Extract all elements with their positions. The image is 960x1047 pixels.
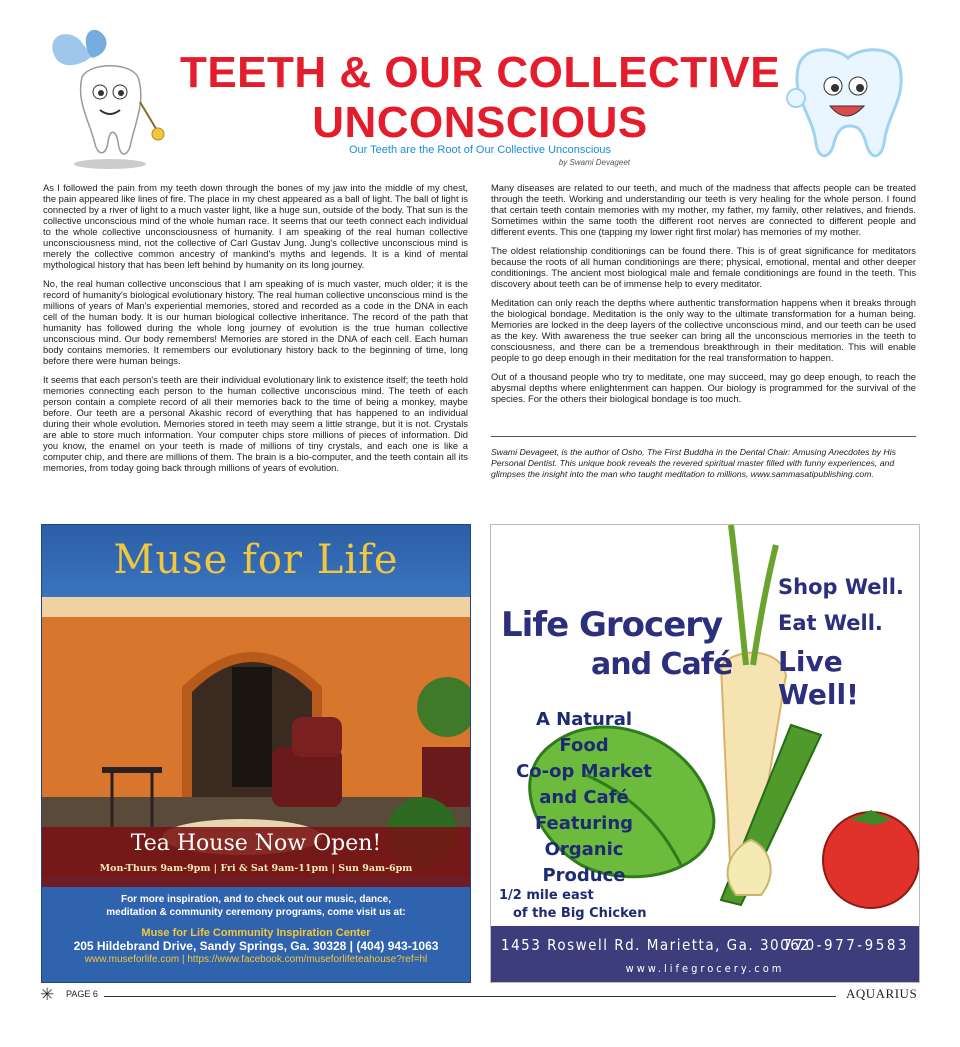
grocery-address: 1453 Roswell Rd. Marietta, Ga. 30062 xyxy=(501,936,811,954)
article-byline: by Swami Devageet xyxy=(558,158,630,167)
grocery-location xyxy=(499,887,646,923)
paragraph: It seems that each person's teeth are their individual evolutionary link to existence itself; the teeth hold memories connecting each person to the human collective unconscious mind. The teeth of each person contain a complete record of all their memories back to the time of being a monkey, maybe before. Our teeth are a personal Akashic record of everything that has happened to an individual during their whole evolution. Memories stored in teeth may seem a little strange, but it is not. Crystals are able to store much information. Your computer chips store millions of pieces of information. Did you know, the enamel on your teeth is made of millions of tiny crystals, and each one is like a computer chip, and there are millions of them. The brain is a bio-computer, and the teeth contain all its memories, from today going back through millions of years of evolution. xyxy=(43,374,468,473)
article-column-left xyxy=(43,182,468,481)
title-line-2: UNCONSCIOUS xyxy=(312,98,648,147)
desc-line: Organic xyxy=(544,839,624,860)
footer-divider xyxy=(64,996,836,997)
page-footer xyxy=(0,986,960,1010)
ad-info xyxy=(42,893,470,966)
paragraph: Meditation can only reach the depths where authentic transformation happens when it breaks through the biological bondage. Meditation is the only way to the ultimate transformation for a human being. Memories are locked in the deep layers of the collective unconscious mind, and our teeth can be used as the key. With awareness the true seeker can bring all the unconscious memories in the teeth to consciousness, and there can be a tremendous breakthrough in their meditation. This will enable people to go deep enough in their meditation for the real transformation to happen. xyxy=(491,297,916,363)
article-subtitle: Our Teeth are the Root of Our Collective Unconscious xyxy=(348,144,612,156)
ad-header xyxy=(42,525,470,597)
center-name: Muse for Life Community Inspiration Center xyxy=(141,927,371,939)
life-grocery-ad[interactable] xyxy=(490,524,920,983)
desc-line: and Café xyxy=(539,787,629,808)
publication-name: AQUARIUS xyxy=(840,986,917,1002)
grocery-name-line-1: Life Grocery xyxy=(501,605,723,645)
desc-line: Co-op Market xyxy=(516,761,652,782)
location-line: 1/2 mile east xyxy=(499,888,594,903)
paragraph: No, the real human collective unconscious that I am speaking of is much vaster, much older; it is the record of humanity's biological evolutionary history. The real human collective unconscious mind is the millions of years of Man's experiential memories, stored and recorded as a code in the DNA in each cell of the human body. It is our human biological collective inheritance. The record of the path that humanity has followed during the whole long journey of evolution is the true human collective unconscious mind. Our body remembers! Memories are stored in the DNA of each cell. Each human body contains memories. It remembers our evolutionary history back to the beginning of time, long before there were human beings. xyxy=(43,278,468,366)
tea-house-banner xyxy=(42,827,470,887)
ad-title: Muse for Life xyxy=(113,537,399,583)
slogan-shop: Shop Well. xyxy=(778,575,904,599)
location-line: of the Big Chicken xyxy=(513,906,647,921)
info-line: meditation & community ceremony programs, come visit us at: xyxy=(106,907,406,918)
info-line: For more inspiration, and to check out our music, dance, xyxy=(120,894,392,905)
grocery-phone[interactable]: 770-977-9583 xyxy=(783,936,909,954)
divider xyxy=(491,436,916,437)
grocery-footer xyxy=(491,926,919,982)
center-web-links[interactable]: www.museforlife.com | https://www.facebook.com/museforlifeteahouse?ref=hl xyxy=(84,954,428,965)
article-column-right xyxy=(491,182,916,412)
grocery-desc xyxy=(509,707,659,889)
desc-line: Produce xyxy=(542,865,626,886)
desc-line: Featuring xyxy=(534,813,634,834)
desc-line: A Natural Food xyxy=(535,709,633,756)
article-title xyxy=(0,48,960,148)
slogan-eat: Eat Well. xyxy=(778,611,883,635)
star-icon: ✳ xyxy=(40,985,55,1004)
paragraph: Many diseases are related to our teeth, and much of the madness that affects people can be treated through the teeth. Working and understanding our teeth is very healing for the whole person. I found that certain teeth contain memories with my mother, my father, my family, other relatives, and friends. Sometimes within the same tooth the different root nerves are connected to different people and different events. This one (tapping my lower right first molar) has memories of my mother. xyxy=(491,182,916,237)
grocery-name-line-2: and Café xyxy=(591,647,733,682)
paragraph: As I followed the pain from my teeth down through the bones of my jaw into the middle of my chest, the pain appeared like lines of fire. The place in my chest appeared as a ball of light. The ball of light is connected by a river of light to a much vaster light, like a huge sun, outside of the body. That sun is the collective unconscious mind of the whole human race. It seems that our teeth connect each individual to the whole collective unconsciousness of humanity. I am speaking of the real human collective unconsciousness mind, not the collective of Carl Gustav Jung. Jung's collective unconscious mind is merely the collective common ancestry of mankind's myths and legends. It is a kind of mental mythological history that has been left behind by humanity on its long journey. xyxy=(43,182,468,270)
title-line-1: TEETH & OUR COLLECTIVE xyxy=(179,48,781,97)
grocery-website[interactable]: www.lifegrocery.com xyxy=(625,962,785,975)
muse-for-life-ad[interactable] xyxy=(41,524,471,983)
paragraph: Out of a thousand people who try to meditate, one may succeed, may go deep enough, to reach the abysmal depths where enlightenment can happen. Our biology is programmed for the survival of the species. For the others their biological bondage is too much. xyxy=(491,371,916,404)
banner-headline: Tea House Now Open! xyxy=(130,831,382,856)
author-note: Swami Devageet, is the author of Osho, The First Buddha in the Dental Chair: Amusing Anecdotes by His Personal Dentist. This unique book reveals the revered spiritual master filled with funny experiences, and glimpses the insight into the man who taught meditation to millions, www.sammasatipublishing.com. xyxy=(491,447,896,479)
slogan-live: Live Well! xyxy=(778,645,859,711)
banner-hours: Mon-Thurs 9am-9pm | Fri & Sat 9am-11pm | Sun 9am-6pm xyxy=(99,863,413,874)
center-address: 205 Hildebrand Drive, Sandy Springs, Ga. 30328 | (404) 943-1063 xyxy=(73,939,439,953)
page-number: PAGE 6 xyxy=(62,989,104,999)
paragraph: The oldest relationship conditionings can be found there. This is of great significance for meditators because the roots of all human conditionings are there; physical, emotional, mental and other deeper conditionings. The ancient most biological male and female conditionings are found in the teeth. This discovery about teeth can be of immense help to every meditator. xyxy=(491,245,916,289)
